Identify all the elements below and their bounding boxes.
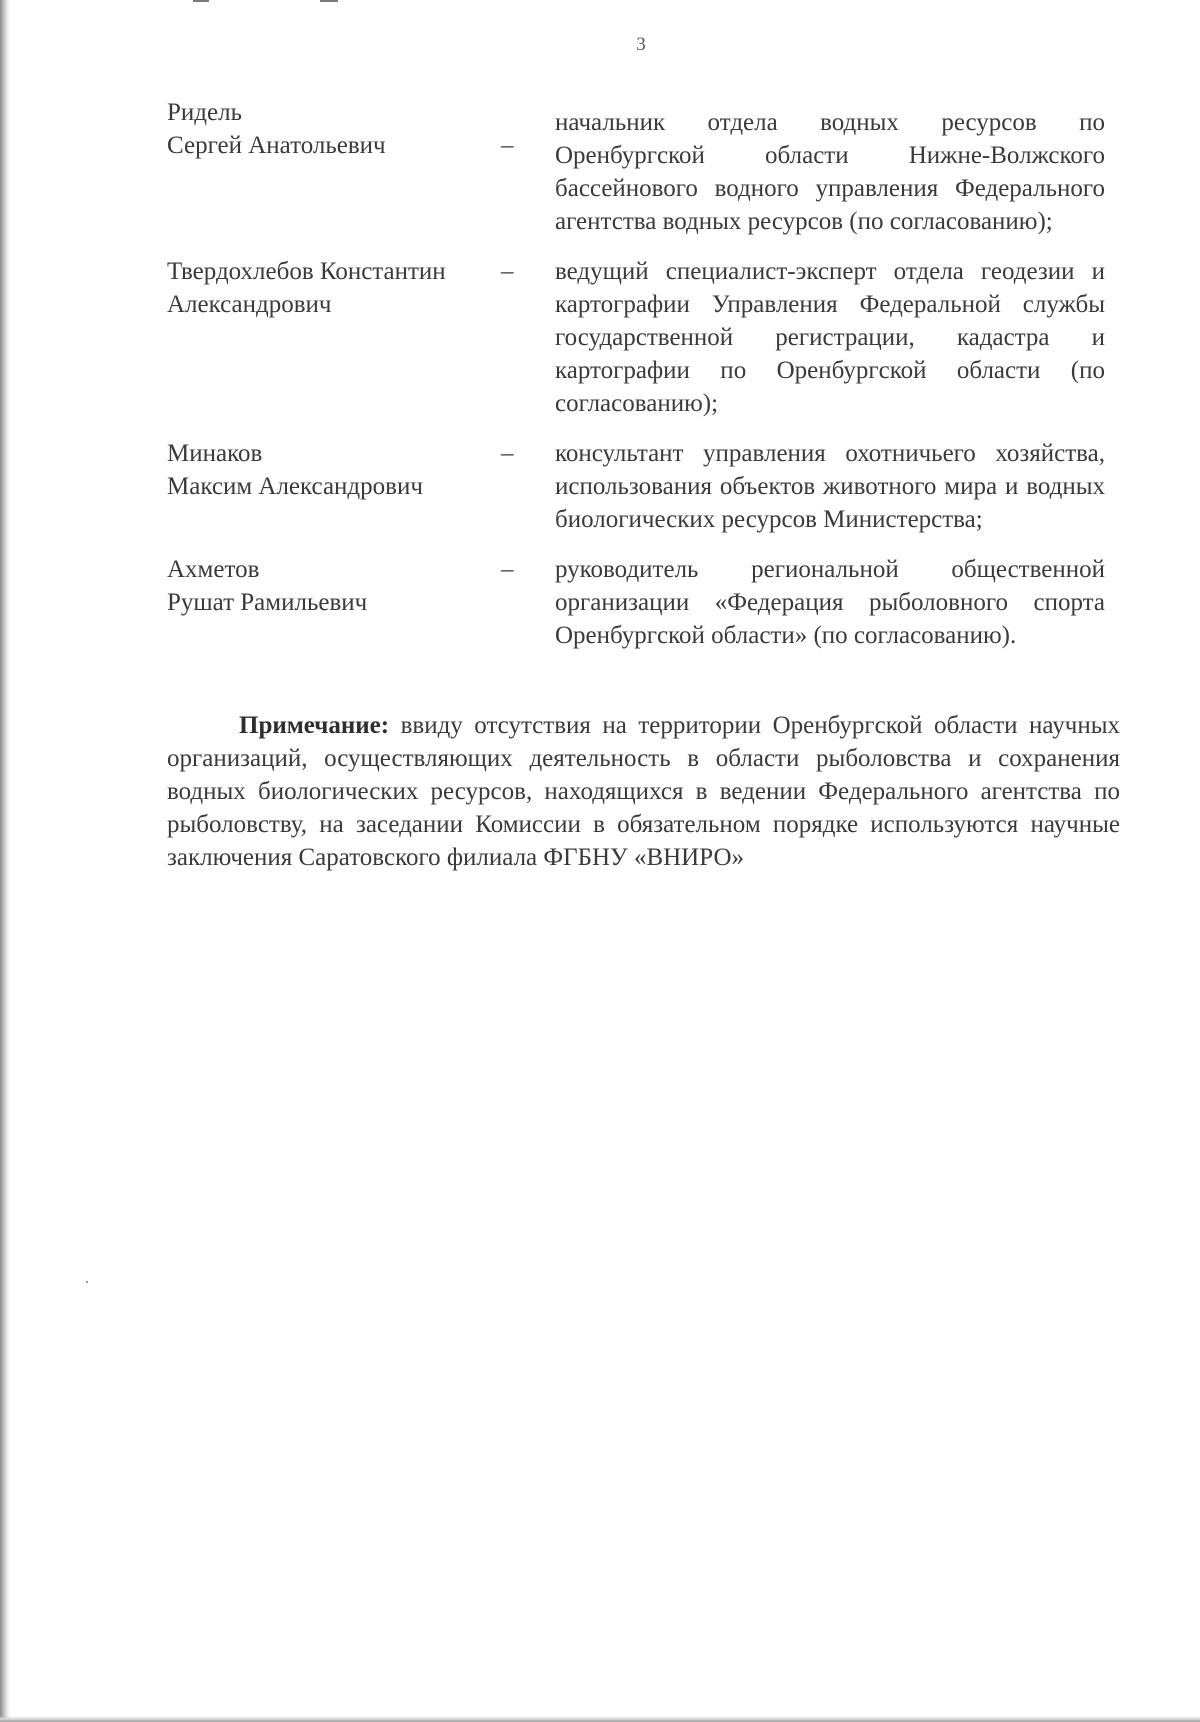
scan-edge-left — [0, 0, 10, 1722]
member-dash: – — [501, 556, 514, 583]
member-given-names: Рушат Рамильевич — [167, 589, 368, 616]
note-paragraph — [167, 709, 1120, 874]
member-name — [167, 437, 497, 503]
member-surname: Ридель — [167, 99, 242, 126]
commission-member-list — [167, 96, 1107, 652]
scan-mark-top-right — [320, 0, 338, 2]
member-surname: Минаков — [167, 440, 263, 467]
member-given-names: Александрович — [167, 291, 332, 318]
member-name — [167, 553, 497, 619]
note-text: ввиду отсутствия на территории Оренбургской области научных организаций, осуществляющих деятельность в области рыболовства и сохранения водных биологических ресурсов, находящихся в ведении Федерального агентства по рыболовству, на заседании Комиссии в обязательном порядке используются научные заключения Саратовского филиала ФГБНУ «ВНИРО» — [167, 712, 1120, 871]
member-entry — [167, 255, 1107, 420]
scan-dust-mark — [86, 1281, 88, 1283]
member-given-names: Максим Александрович — [167, 473, 423, 500]
scan-mark-top-left — [193, 0, 209, 2]
member-role: консультант управления охотничьего хозяйства, использования объектов животного мира и водных биологических ресурсов Министерства; — [555, 440, 1105, 533]
member-given-names: Сергей Анатольевич — [167, 132, 386, 159]
member-name — [167, 255, 497, 321]
member-surname: Твердохлебов Константин — [167, 258, 446, 285]
member-surname: Ахметов — [167, 556, 260, 583]
page-number: 3 — [636, 34, 646, 55]
note-label: Примечание: — [239, 712, 390, 739]
member-role: ведущий специалист-эксперт отдела геодезии и картографии Управления Федеральной службы государственной регистрации, кадастра и картографии по Оренбургской области (по согласованию); — [555, 258, 1105, 417]
member-entry — [167, 96, 1107, 238]
member-entry — [167, 553, 1107, 652]
member-dash: – — [501, 258, 514, 285]
member-dash: – — [501, 440, 514, 467]
member-entry — [167, 437, 1107, 536]
member-name — [167, 96, 497, 162]
member-role: начальник отдела водных ресурсов по Оренбургской области Нижне-Волжского бассейнового водного управления Федерального агентства водных ресурсов (по согласованию); — [555, 109, 1105, 235]
member-role: руководитель региональной общественной организации «Федерация рыболовного спорта Оренбургской области» (по согласованию). — [555, 556, 1105, 649]
scan-edge-bottom — [0, 1716, 1200, 1722]
member-dash: – — [501, 132, 514, 159]
